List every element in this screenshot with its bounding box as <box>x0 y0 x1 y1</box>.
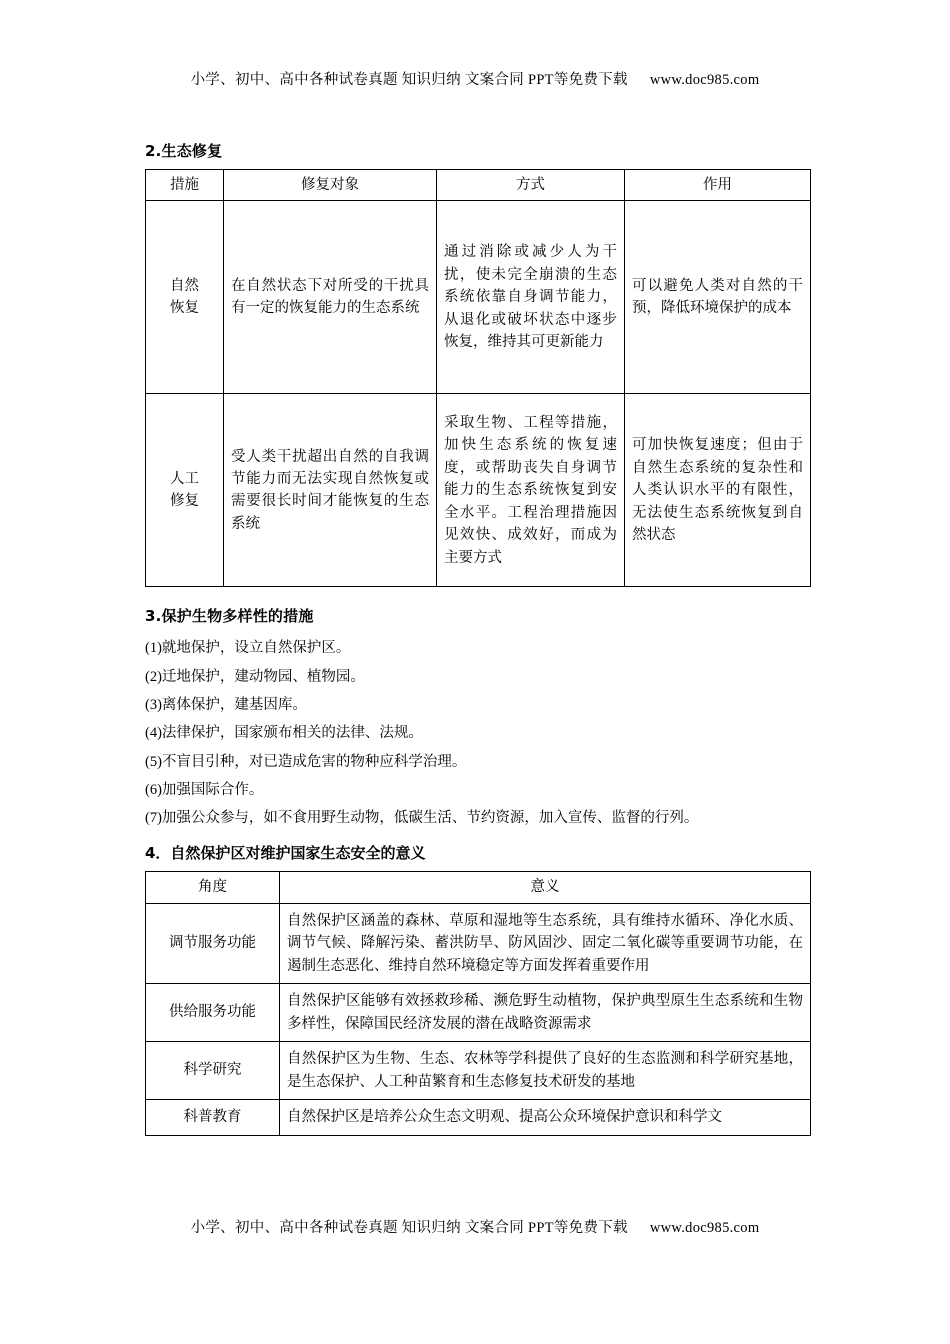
list-item: (5)不盲目引种，对已造成危害的物种应科学治理。 <box>145 753 467 770</box>
watermark-text: 小学、初中、高中各种试卷真题 知识归纳 文案合同 PPT等免费下载 <box>190 1220 628 1236</box>
object-cell: 在自然状态下对所受的干扰具有一定的恢复能力的生态系统 <box>224 201 437 394</box>
table-header-cell: 方式 <box>437 170 625 201</box>
angle-cell: 科学研究 <box>146 1042 280 1100</box>
section-2-heading: 2.生态修复 <box>145 142 223 160</box>
watermark-bottom <box>0 1216 950 1237</box>
object-cell: 受人类干扰超出自然的自我调节能力而无法实现自然恢复或需要很长时间才能恢复的生态系统 <box>224 394 437 587</box>
table-row <box>146 201 811 394</box>
measure-line-2: 修复 <box>170 493 199 510</box>
table-row <box>146 1042 811 1100</box>
list-item: (2)迁地保护，建动物园、植物园。 <box>145 668 365 685</box>
meaning-cell: 自然保护区能够有效拯救珍稀、濒危野生动植物，保护典型原生生态系统和生物多样性，保障国民经济发展的潜在战略资源需求 <box>280 984 811 1042</box>
measure-line-2: 恢复 <box>170 300 199 317</box>
section-4-heading: 4．自然保护区对维护国家生态安全的意义 <box>145 844 426 863</box>
angle-cell: 供给服务功能 <box>146 984 280 1042</box>
document-content <box>145 140 810 1146</box>
angle-cell: 调节服务功能 <box>146 903 280 983</box>
watermark-site: www.doc985.com <box>649 1220 760 1236</box>
ecological-restoration-table <box>145 169 811 587</box>
effect-cell: 可加快恢复速度；但由于自然生态系统的复杂性和人类认识水平的有限性，无法使生态系统恢复到自然状态 <box>625 394 811 587</box>
section-3-heading: 3.保护生物多样性的措施 <box>145 607 314 626</box>
measure-line-1: 自然 <box>170 278 199 294</box>
measure-cell <box>146 394 224 587</box>
table-row <box>146 984 811 1042</box>
table-row <box>146 903 811 983</box>
measure-cell <box>146 201 224 394</box>
meaning-cell: 自然保护区为生物、生态、农林等学科提供了良好的生态监测和科学研究基地，是生态保护、人工种苗繁育和生态修复技术研发的基地 <box>280 1042 811 1100</box>
method-cell: 通过消除或减少人为干扰，使未完全崩溃的生态系统依靠自身调节能力，从退化或破坏状态中逐步恢复，维持其可更新能力 <box>437 201 625 394</box>
method-cell: 采取生物、工程等措施，加快生态系统的恢复速度，或帮助丧失自身调节能力的生态系统恢复到安全水平。工程治理措施因见效快、成效好，而成为主要方式 <box>437 394 625 587</box>
watermark-text: 小学、初中、高中各种试卷真题 知识归纳 文案合同 PPT等免费下载 <box>190 72 628 88</box>
effect-cell: 可以避免人类对自然的干预，降低环境保护的成本 <box>625 201 811 394</box>
measures-list <box>145 634 810 832</box>
table-header-row <box>146 872 811 903</box>
list-item: (7)加强公众参与，如不食用野生动物，低碳生活、节约资源，加入宣传、监督的行列。 <box>145 810 699 827</box>
list-item: (3)离体保护，建基因库。 <box>145 697 307 713</box>
nature-reserve-significance-table <box>145 871 811 1135</box>
list-item: (4)法律保护，国家颁布相关的法律、法规。 <box>145 725 423 742</box>
angle-cell: 科普教育 <box>146 1100 280 1135</box>
table-row <box>146 394 811 587</box>
measure-line-1: 人工 <box>170 471 199 487</box>
table-header-cell: 措施 <box>146 170 224 201</box>
table-header-cell: 修复对象 <box>224 170 437 201</box>
meaning-cell: 自然保护区涵盖的森林、草原和湿地等生态系统，具有维持水循环、净化水质、调节气候、降解污染、蓄洪防旱、防风固沙、固定二氧化碳等重要调节功能，在遏制生态恶化、维持自然环境稳定等方面发挥着重要作用 <box>280 903 811 983</box>
watermark-site: www.doc985.com <box>649 72 760 88</box>
watermark-top <box>0 68 950 89</box>
table-header-cell: 作用 <box>625 170 811 201</box>
table-header-cell: 角度 <box>146 872 280 903</box>
meaning-cell: 自然保护区是培养公众生态文明观、提高公众环境保护意识和科学文 <box>280 1100 811 1135</box>
table-header-cell: 意义 <box>280 872 811 903</box>
table-row <box>146 1100 811 1135</box>
list-item: (1)就地保护，设立自然保护区。 <box>145 640 351 657</box>
table-header-row <box>146 170 811 201</box>
list-item: (6)加强国际合作。 <box>145 781 264 798</box>
